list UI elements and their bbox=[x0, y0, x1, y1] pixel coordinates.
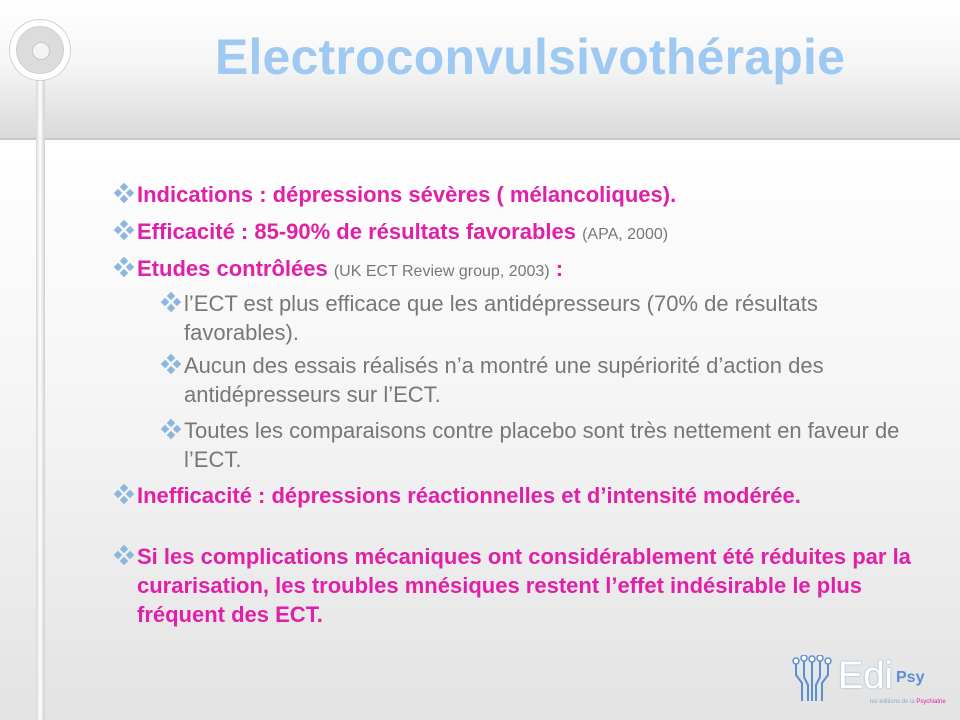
bullet-text: Si les complications mécaniques ont considérablement été réduites par la curarisation, les troubles mnésiques restent l’effet indésirable le plus fréquent des ECT. bbox=[137, 544, 911, 627]
bullet-text: Inefficacité : dépressions réactionnelles et d’intensité modérée. bbox=[137, 483, 801, 508]
four-diamond-bullet-icon bbox=[115, 546, 133, 564]
bullet-text: Etudes contrôlées bbox=[137, 256, 328, 281]
sub-bullet-3 bbox=[162, 416, 942, 474]
circuit-tree-icon bbox=[790, 655, 835, 703]
logo-name-suffix: Psy bbox=[896, 669, 925, 686]
bullet-text: Efficacité : 85-90% de résultats favorables bbox=[137, 219, 576, 244]
bullet-source: (APA, 2000) bbox=[582, 226, 669, 243]
four-diamond-bullet-icon bbox=[115, 221, 133, 239]
logo-name: Edi bbox=[838, 655, 893, 697]
four-diamond-bullet-icon bbox=[115, 485, 133, 503]
edipsy-logo bbox=[790, 655, 946, 710]
slide-title: Electroconvulsivothérapie bbox=[214, 29, 846, 85]
bullet-text: Indications : dépressions sévères ( mélancoliques). bbox=[137, 182, 677, 207]
sub-bullet-text: Toutes les comparaisons contre placebo sont très nettement en faveur de l’ECT. bbox=[184, 418, 900, 472]
bullet-inefficacite bbox=[115, 481, 935, 510]
sub-bullet-1 bbox=[162, 289, 942, 347]
logo-tagline bbox=[870, 699, 946, 705]
four-diamond-bullet-icon bbox=[162, 420, 180, 438]
four-diamond-bullet-icon bbox=[162, 293, 180, 311]
logo-tagline-highlight: Psychiatrie bbox=[916, 699, 946, 705]
bullet-source: (UK ECT Review group, 2003) bbox=[333, 263, 550, 280]
bullet-suffix: : bbox=[555, 256, 564, 281]
sub-bullet-text: Aucun des essais réalisés n’a montré une supériorité d’action des antidépresseurs sur l’ECT. bbox=[184, 353, 824, 407]
logo-tagline-prefix: les éditions de la bbox=[870, 699, 917, 705]
sub-bullet-2 bbox=[162, 351, 942, 409]
four-diamond-bullet-icon bbox=[162, 355, 180, 373]
bullet-indications bbox=[115, 180, 935, 209]
sub-bullet-text: l’ECT est plus efficace que les antidépresseurs (70% de résultats favorables). bbox=[184, 291, 818, 345]
bullet-etudes bbox=[115, 254, 935, 286]
four-diamond-bullet-icon bbox=[115, 184, 133, 202]
bullet-efficacite bbox=[115, 217, 935, 249]
four-diamond-bullet-icon bbox=[115, 258, 133, 276]
bullet-complications bbox=[115, 542, 935, 629]
